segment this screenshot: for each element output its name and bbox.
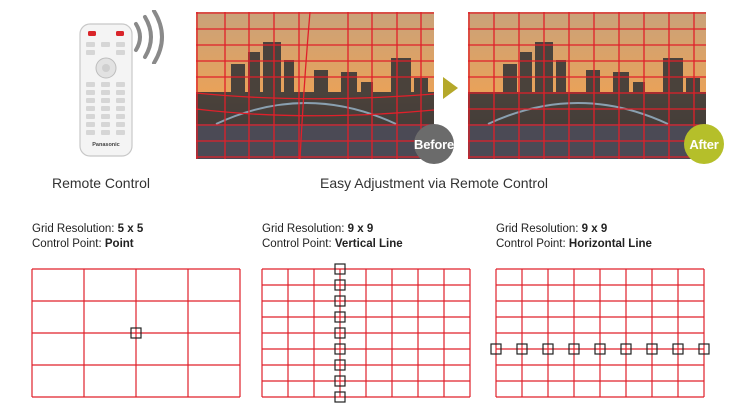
grid-diagram-point [30,266,244,402]
example-3-info [496,222,652,252]
after-photo [468,12,706,159]
after-badge: After [684,124,724,164]
example-2-info [262,222,403,252]
remote-control-caption: Remote Control [52,175,151,191]
resolution-value: 5 x 5 [117,223,144,235]
before-photo [196,12,434,159]
signal-waves-icon [130,10,166,64]
arrow-right-icon [441,76,459,100]
control-point-label: Control Point: [32,238,102,250]
resolution-label: Grid Resolution: [496,223,579,235]
remote-control-image [78,22,134,158]
resolution-label: Grid Resolution: [262,223,345,235]
control-point-label: Control Point: [496,238,566,250]
grid-diagram-vertical-line [260,260,472,406]
remote-brand: Panasonic [92,142,120,148]
resolution-value: 9 x 9 [581,223,608,235]
example-1-info [32,222,143,252]
control-point-value: Vertical Line [334,238,403,250]
control-point-label: Control Point: [262,238,332,250]
control-point-value: Horizontal Line [568,238,652,250]
before-badge: Before [414,124,454,164]
easy-adjustment-caption: Easy Adjustment via Remote Control [320,175,548,191]
resolution-label: Grid Resolution: [32,223,115,235]
control-point-value: Point [104,238,134,250]
resolution-value: 9 x 9 [347,223,374,235]
grid-diagram-horizontal-line [486,266,716,402]
